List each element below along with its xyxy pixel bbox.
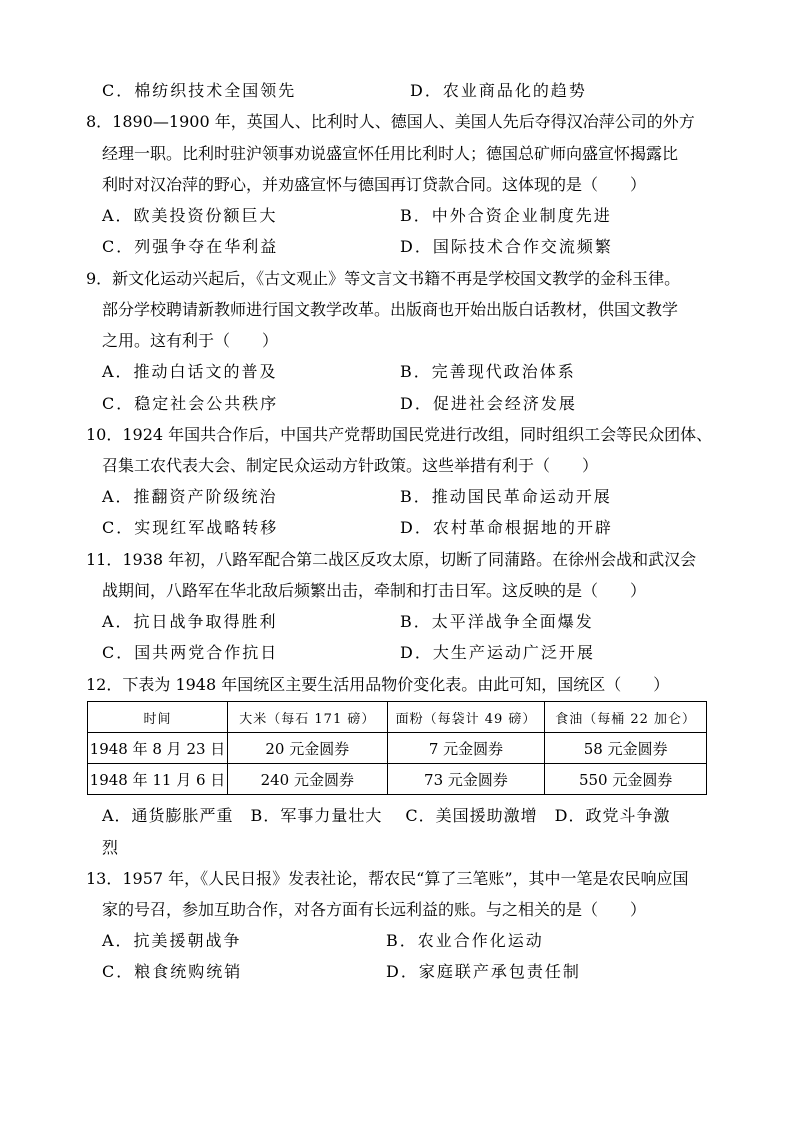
table-cell: 550 元金圆券 xyxy=(545,764,707,795)
q10-stem-line-1: 10．1924 年国共合作后，中国共产党帮助国民党进行改组，同时组织工会等民众团体、 xyxy=(86,425,713,444)
price-table xyxy=(87,701,707,795)
q13-option-c: C．粮食统购统销 xyxy=(102,962,243,981)
q8-option-c: C．列强争夺在华利益 xyxy=(102,237,279,256)
q10-option-d: D．农村革命根据地的开辟 xyxy=(400,518,613,537)
q9-stem-line-1: 9．新文化运动兴起后，《古文观止》等文言文书籍不再是学校国文教学的金科玉律。 xyxy=(86,269,681,288)
table-header-cell: 大米（每石 171 磅） xyxy=(227,702,387,733)
q10-option-a: A．推翻资产阶级统治 xyxy=(102,487,278,506)
table-cell: 58 元金圆券 xyxy=(545,733,707,764)
q9-option-d: D．促进社会经济发展 xyxy=(400,394,577,413)
table-row xyxy=(88,733,707,764)
table-header-row xyxy=(88,702,707,733)
q8-option-b: B．中外合资企业制度先进 xyxy=(400,206,612,225)
q8-option-a: A．欧美投资份额巨大 xyxy=(102,206,278,225)
q8-stem-line-3: 利时对汉冶萍的野心，并劝盛宣怀与德国再订贷款合同。这体现的是（ ） xyxy=(102,175,647,194)
q7-option-c: C．棉纺织技术全国领先 xyxy=(102,81,297,100)
q10-option-b: B．推动国民革命运动开展 xyxy=(400,487,612,506)
table-header-cell: 食油（每桶 22 加仑） xyxy=(545,702,707,733)
q11-stem-line-2: 战期间，八路军在华北敌后频繁出击，牵制和打击日军。这反映的是（ ） xyxy=(102,581,647,600)
q10-option-c: C．实现红军战略转移 xyxy=(102,518,279,537)
table-cell: 1948 年 8 月 23 日 xyxy=(88,733,228,764)
table-cell: 20 元金圆券 xyxy=(227,733,387,764)
q13-option-a: A．抗美援朝战争 xyxy=(102,931,242,950)
q13-option-d: D．家庭联产承包责任制 xyxy=(386,962,581,981)
q13-stem-line-2: 家的号召，参加互助合作，对各方面有长远利益的账。与之相关的是（ ） xyxy=(102,900,647,919)
q11-option-c: C．国共两党合作抗日 xyxy=(102,643,279,662)
q8-stem-line-1: 8．1890—1900 年，英国人、比利时人、德国人、美国人先后夺得汉冶萍公司的外方 xyxy=(86,112,695,131)
q9-stem-line-3: 之用。这有利于（ ） xyxy=(102,331,279,350)
q7-option-d: D．农业商品化的趋势 xyxy=(410,81,587,100)
q9-option-a: A．推动白话文的普及 xyxy=(102,362,278,381)
table-cell: 240 元金圆券 xyxy=(227,764,387,795)
q11-option-a: A．抗日战争取得胜利 xyxy=(102,612,278,631)
q11-option-d: D．大生产运动广泛开展 xyxy=(400,643,595,662)
q13-option-b: B．农业合作化运动 xyxy=(386,931,544,950)
q12-options-wrap: 烈 xyxy=(102,838,119,857)
q9-option-c: C．稳定社会公共秩序 xyxy=(102,394,279,413)
q10-stem-line-2: 召集工农代表大会、制定民众运动方针政策。这些举措有利于（ ） xyxy=(102,456,599,475)
q9-option-b: B．完善现代政治体系 xyxy=(400,362,576,381)
q12-options-line: A．通货膨胀严重 B．军事力量壮大 C．美国援助激增 D．政党斗争激 xyxy=(102,806,671,825)
q8-stem-line-2: 经理一职。比利时驻沪领事劝说盛宣怀任用比利时人；德国总矿师向盛宣怀揭露比 xyxy=(102,144,679,163)
table-header-cell: 时间 xyxy=(88,702,228,733)
table-cell: 7 元金圆券 xyxy=(387,733,545,764)
q8-option-d: D．国际技术合作交流频繁 xyxy=(400,237,613,256)
table-header-cell: 面粉（每袋计 49 磅） xyxy=(387,702,545,733)
table-cell: 73 元金圆券 xyxy=(387,764,545,795)
q11-stem-line-1: 11．1938 年初，八路军配合第二战区反攻太原，切断了同蒲路。在徐州会战和武汉会 xyxy=(86,550,697,569)
table-cell: 1948 年 11 月 6 日 xyxy=(88,764,228,795)
q11-option-b: B．太平洋战争全面爆发 xyxy=(400,612,594,631)
q9-stem-line-2: 部分学校聘请新教师进行国文教学改革。出版商也开始出版白话教材，供国文教学 xyxy=(102,300,679,319)
q13-stem-line-1: 13．1957 年，《人民日报》发表社论，帮农民“算了三笔账”，其中一笔是农民响应国 xyxy=(86,869,689,888)
q12-stem: 12．下表为 1948 年国统区主要生活用品物价变化表。由此可知，国统区（ ） xyxy=(86,675,670,694)
table-row xyxy=(88,764,707,795)
